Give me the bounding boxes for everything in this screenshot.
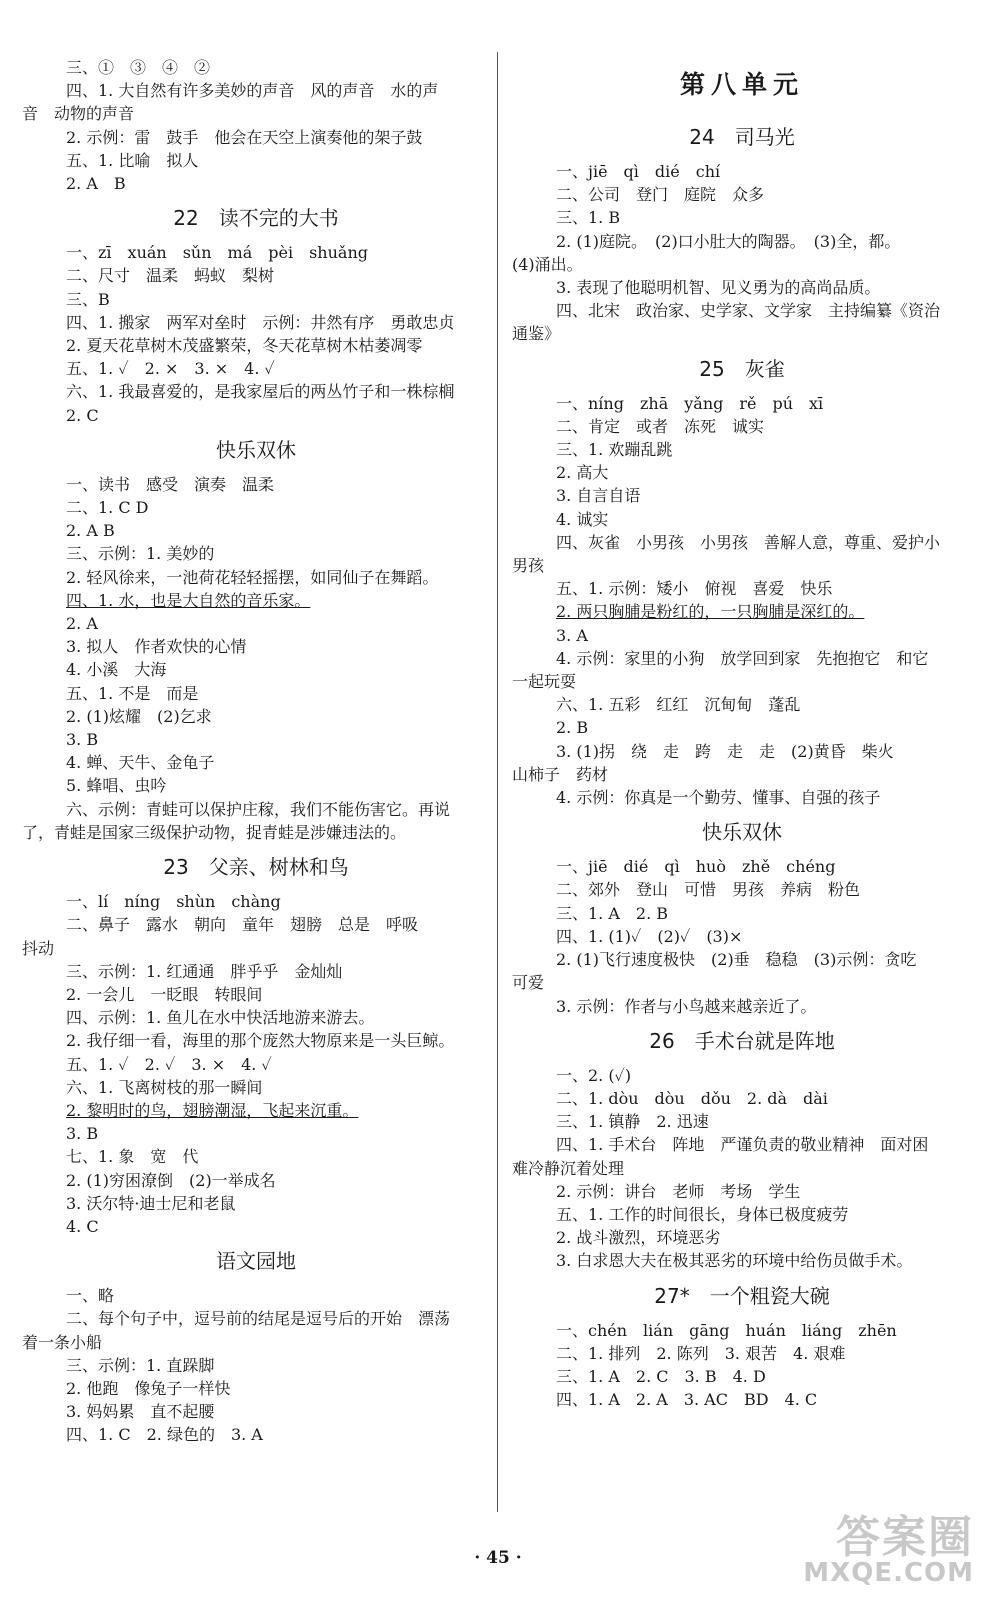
section-title: 22 读不完的大书 bbox=[173, 206, 339, 231]
answer-line: 2. 他跑 像兔子一样快 bbox=[66, 1378, 231, 1398]
answer-line: 抖动 bbox=[22, 938, 55, 958]
answer-line: 2. 战斗激烈，环境恶劣 bbox=[556, 1228, 721, 1248]
answer-line: 六、示例：青蛙可以保护庄稼，我们不能伤害它。再说 bbox=[66, 799, 451, 819]
answer-line: 2. 两只胸脯是粉红的，一只胸脯是深红的。 bbox=[556, 602, 865, 622]
answer-line: 六、1. 飞离树枝的那一瞬间 bbox=[66, 1077, 263, 1097]
answer-line: 2. C bbox=[66, 405, 99, 425]
answer-line: 二、1. C D bbox=[66, 498, 149, 518]
unit-title: 第八单元 bbox=[679, 70, 804, 99]
answer-line: 了，青蛙是国家三级保护动物，捉青蛙是涉嫌违法的。 bbox=[22, 822, 407, 842]
answer-line: 2. (1)炫耀 (2)乞求 bbox=[66, 706, 212, 726]
answer-line: 2. (1)飞行速度极快 (2)垂 稳稳 (3)示例：贪吃 bbox=[556, 950, 917, 970]
answer-line: 4. C bbox=[66, 1216, 99, 1236]
column-divider bbox=[497, 52, 498, 1512]
answer-line: 三、示例：1. 红通通 胖乎乎 金灿灿 bbox=[66, 961, 343, 981]
answer-line: 四、灰雀 小男孩 小男孩 善解人意，尊重、爱护小 bbox=[556, 532, 941, 552]
section-title: 24 司马光 bbox=[689, 125, 795, 149]
answer-line: 3. 示例：作者与小鸟越来越亲近了。 bbox=[556, 996, 817, 1016]
section-title: 快乐双休 bbox=[702, 820, 782, 845]
section-title: 26 手术台就是阵地 bbox=[649, 1028, 835, 1053]
answer-line: 五、1. ✓ 2. × 3. × 4. ✓ bbox=[66, 359, 275, 379]
left-column bbox=[22, 56, 490, 1447]
answer-line: 2. B bbox=[556, 718, 589, 738]
answer-line: 四、示例：1. 鱼儿在水中快活地游来游去。 bbox=[66, 1008, 375, 1028]
answer-line: 2. 我仔细一看，海里的那个庞然大物原来是一头巨鲸。 bbox=[66, 1031, 455, 1051]
watermark bbox=[803, 1512, 974, 1588]
watermark-url: MXQE.COM bbox=[803, 1558, 974, 1588]
answer-line: 2. 黎明时的鸟，翅膀潮湿，飞起来沉重。 bbox=[66, 1100, 359, 1120]
answer-line: 3. 自言自语 bbox=[556, 486, 641, 506]
answer-line: (4)涌出。 bbox=[512, 254, 583, 274]
answer-line: 一、zī xuán sǔn má pèi shuǎng bbox=[66, 243, 368, 263]
answer-line: 4. 示例：家里的小狗 放学回到家 先抱抱它 和它 bbox=[556, 648, 929, 668]
answer-line: 五、1. ✓ 2. ✓ 3. × 4. ✓ bbox=[66, 1054, 272, 1074]
answer-line: 四、1. 水，也是大自然的音乐家。 bbox=[66, 590, 311, 610]
answer-line: 一、2. (✓) bbox=[556, 1065, 632, 1085]
answer-line: 六、1. 五彩 红红 沉甸甸 蓬乱 bbox=[556, 695, 801, 715]
section-title: 快乐双休 bbox=[216, 437, 296, 462]
answer-line: 3. (1)拐 绕 走 跨 走 走 (2)黄昏 柴火 bbox=[556, 741, 894, 761]
section-title: 25 灰雀 bbox=[699, 356, 785, 381]
answer-line: 2. A bbox=[66, 614, 98, 634]
answer-line: 三、示例：1. 美妙的 bbox=[66, 544, 215, 564]
answer-line: 一、读书 感受 演奏 温柔 bbox=[66, 474, 275, 494]
answer-line: 二、1. 排列 2. 陈列 3. 艰苦 4. 艰难 bbox=[556, 1343, 846, 1363]
answer-line: 四、1. C 2. 绿色的 3. A bbox=[66, 1425, 263, 1445]
answer-line: 3. 白求恩大夫在极其恶劣的环境中给伤员做手术。 bbox=[556, 1251, 913, 1271]
answer-line: 山柿子 药材 bbox=[512, 764, 609, 784]
answer-line: 三、B bbox=[66, 289, 110, 309]
answer-line: 三、1. A 2. C 3. B 4. D bbox=[556, 1366, 766, 1386]
answer-line: 四、1. (1)✓ (2)✓ (3)× bbox=[556, 926, 743, 946]
answer-line: 二、公司 登门 庭院 众多 bbox=[556, 185, 765, 205]
answer-line: 2. A B bbox=[66, 521, 115, 541]
answer-line: 3. 妈妈累 直不起腰 bbox=[66, 1402, 215, 1422]
answer-line: 三、① ③ ④ ② bbox=[66, 58, 211, 77]
page-number: · 45 · bbox=[474, 1548, 522, 1568]
answer-line: 一、chén lián gāng huán liáng zhēn bbox=[556, 1320, 897, 1340]
answer-line: 四、1. 手术台 阵地 严谨负责的敬业精神 面对困 bbox=[556, 1135, 929, 1155]
section-title: 27* 一个粗瓷大碗 bbox=[654, 1283, 830, 1308]
answer-line: 音 动物的声音 bbox=[22, 104, 135, 124]
section-title: 语文园地 bbox=[216, 1249, 296, 1274]
answer-line: 三、示例：1. 直跺脚 bbox=[66, 1355, 215, 1375]
answer-line: 5. 蜂唱、虫吟 bbox=[66, 776, 167, 796]
answer-line: 3. B bbox=[66, 1124, 99, 1144]
section-title: 23 父亲、树林和鸟 bbox=[163, 855, 349, 880]
answer-line: 三、1. 镇静 2. 迅速 bbox=[556, 1112, 709, 1132]
answer-line: 二、每个句子中，逗号前的结尾是逗号后的开始 漂荡 bbox=[66, 1309, 451, 1329]
answer-line: 4. 蝉、天牛、金龟子 bbox=[66, 753, 215, 773]
answer-line: 一、jiē qì dié chí bbox=[556, 162, 721, 181]
answer-line: 2. 轻风徐来，一池荷花轻轻摇摆，如同仙子在舞蹈。 bbox=[66, 567, 439, 587]
answer-line: 二、1. dòu dòu dǒu 2. dà dài bbox=[556, 1088, 828, 1108]
answer-line: 一、略 bbox=[66, 1286, 115, 1306]
answer-line: 2. (1)庭院。 (2)口小肚大的陶器。 (3)全，都。 bbox=[556, 231, 901, 251]
answer-line: 2. 高大 bbox=[556, 463, 609, 483]
right-column bbox=[512, 56, 972, 1411]
answer-line: 2. 一会儿 一眨眼 转眼间 bbox=[66, 984, 263, 1004]
answer-line: 四、1. A 2. A 3. AC BD 4. C bbox=[556, 1390, 818, 1410]
answer-line: 二、肯定 或者 冻死 诚实 bbox=[556, 416, 765, 436]
answer-line: 2. A B bbox=[66, 174, 126, 194]
answer-line: 三、1. 欢蹦乱跳 bbox=[556, 440, 673, 460]
answer-line: 五、1. 不是 而是 bbox=[66, 683, 199, 703]
answer-line: 七、1. 象 宽 代 bbox=[66, 1147, 199, 1167]
answer-line: 四、北宋 政治家、史学家、文学家 主持编纂《资治 bbox=[556, 301, 941, 321]
answer-line: 2. 示例：讲台 老师 考场 学生 bbox=[556, 1181, 801, 1201]
answer-line: 通鉴》 bbox=[512, 324, 561, 344]
answer-line: 一、níng zhā yǎng rě pú xī bbox=[556, 393, 824, 413]
watermark-logo: 答案圈 bbox=[836, 1512, 974, 1563]
answer-line: 三、1. B bbox=[556, 208, 621, 228]
answer-line: 2. 夏天花草树木茂盛繁荣，冬天花草树木枯萎凋零 bbox=[66, 336, 423, 356]
answer-line: 三、1. A 2. B bbox=[556, 903, 669, 923]
answer-line: 3. A bbox=[556, 625, 588, 645]
answer-line: 一起玩耍 bbox=[512, 672, 577, 692]
answer-line: 3. 拟人 作者欢快的心情 bbox=[66, 637, 247, 657]
answer-line: 一、lí níng shùn chàng bbox=[66, 892, 281, 912]
answer-line: 4. 示例：你真是一个勤劳、懂事、自强的孩子 bbox=[556, 788, 881, 808]
answer-line: 二、郊外 登山 可惜 男孩 养病 粉色 bbox=[556, 880, 861, 900]
answer-line: 2. 示例：雷 鼓手 他会在天空上演奏他的架子鼓 bbox=[66, 127, 423, 147]
answer-line: 五、1. 示例：矮小 俯视 喜爱 快乐 bbox=[556, 579, 833, 599]
answer-line: 六、1. 我最喜爱的，是我家屋后的两丛竹子和一株棕榈 bbox=[66, 382, 455, 402]
answer-line: 3. B bbox=[66, 730, 99, 750]
answer-line: 4. 小溪 大海 bbox=[66, 660, 167, 680]
answer-line: 3. 沃尔特·迪士尼和老鼠 bbox=[66, 1193, 236, 1213]
answer-line: 4. 诚实 bbox=[556, 509, 609, 529]
answer-line: 2. (1)穷困潦倒 (2)一举成名 bbox=[66, 1170, 276, 1190]
answer-line: 着一条小船 bbox=[22, 1332, 103, 1352]
answer-line: 可爱 bbox=[512, 973, 545, 993]
answer-line: 难冷静沉着处理 bbox=[512, 1158, 625, 1178]
answer-line: 五、1. 比喻 拟人 bbox=[66, 150, 199, 170]
answer-line: 四、1. 大自然有许多美妙的声音 风的声音 水的声 bbox=[66, 81, 439, 101]
answer-line: 男孩 bbox=[512, 556, 545, 576]
answer-line: 四、1. 搬家 两军对垒时 示例：井然有序 勇敢忠贞 bbox=[66, 312, 455, 332]
answer-line: 五、1. 工作的时间很长，身体已极度疲劳 bbox=[556, 1204, 849, 1224]
answer-line: 一、jiē dié qì huò zhě chéng bbox=[556, 857, 836, 877]
answer-line: 二、鼻子 露水 朝向 童年 翅膀 总是 呼吸 bbox=[66, 915, 419, 935]
answer-line: 二、尺寸 温柔 蚂蚁 梨树 bbox=[66, 266, 275, 286]
answer-line: 3. 表现了他聪明机智、见义勇为的高尚品质。 bbox=[556, 278, 881, 298]
